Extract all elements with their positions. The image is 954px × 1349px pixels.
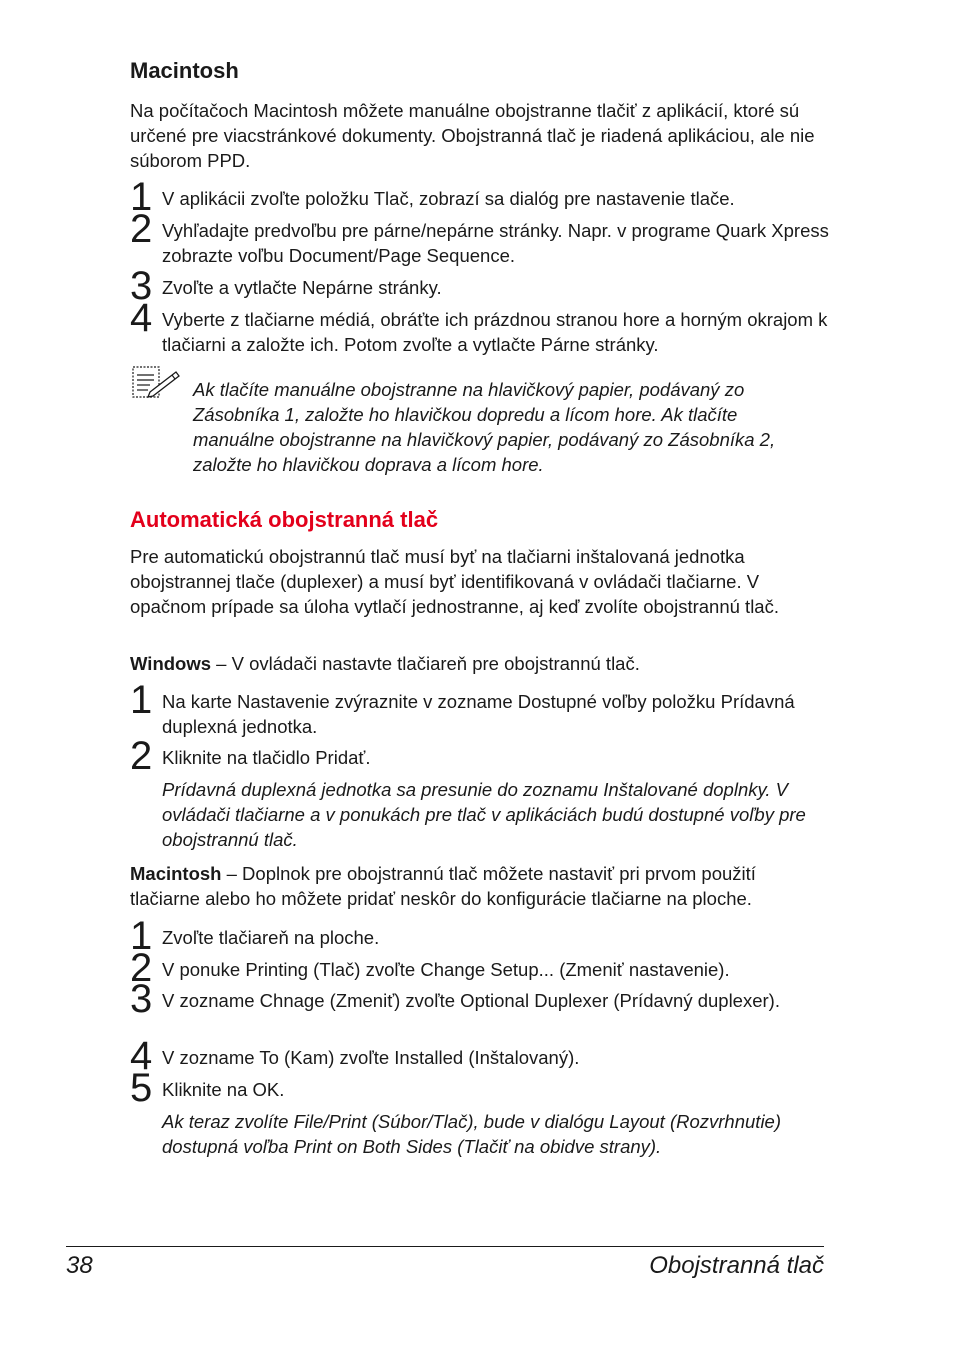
- macintosh-heading: Macintosh: [130, 58, 239, 83]
- step-text: V zozname Chnage (Zmeniť) zvoľte Optional Duplexer (Prídavný duplexer).: [162, 990, 780, 1011]
- page-number: 38: [66, 1252, 93, 1279]
- step-text: V ponuke Printing (Tlač) zvoľte Change Setup... (Zmeniť nastavenie).: [162, 959, 730, 980]
- step-number: 1: [130, 914, 153, 958]
- macintosh-label: Macintosh: [130, 863, 222, 884]
- windows-text: – V ovládači nastavte tlačiareň pre obojstrannú tlač.: [211, 653, 640, 674]
- step-text: V zozname To (Kam) zvoľte Installed (Inštalovaný).: [162, 1047, 580, 1068]
- step-text: Kliknite na tlačidlo Pridať.: [162, 747, 371, 768]
- note-pencil-icon: [132, 366, 180, 400]
- macintosh-duplex-paragraph: [130, 861, 830, 911]
- step-text: V aplikácii zvoľte položku Tlač, zobrazí sa dialóg pre nastavenie tlače.: [162, 188, 735, 209]
- macintosh-note: Ak tlačíte manuálne obojstranne na hlavičkový papier, podávaný zo Zásobníka 1, založte ho hlavičkou dopredu a lícom hore. Ak tlačíte manuálne obojstranne na hlavičkový papier, podávaný zo Zásobníka 2, založte ho hlavičkou doprava a lícom hore.: [193, 379, 776, 475]
- step-text: Vyhľadajte predvoľbu pre párne/nepárne stránky. Napr. v programe Quark Xpress zobrazte voľbu Document/Page Sequence.: [162, 220, 829, 266]
- step-text: Na karte Nastavenie zvýraznite v zozname Dostupné voľby položku Prídavná duplexná jednotka.: [162, 691, 795, 737]
- auto-duplex-heading: Automatická obojstranná tlač: [130, 507, 439, 532]
- footer-divider: [66, 1246, 824, 1247]
- step-text: Zvoľte tlačiareň na ploche.: [162, 927, 380, 948]
- step-number: 2: [130, 946, 153, 990]
- step-number: 2: [130, 734, 153, 778]
- footer-chapter-title: Obojstranná tlač: [649, 1252, 824, 1279]
- macintosh-intro: Na počítačoch Macintosh môžete manuálne obojstranne tlačiť z aplikácií, ktoré sú určené pre viacstránkové dokumenty. Obojstranná tlač je riadená aplikáciou, ale nie súborom PPD.: [130, 100, 815, 171]
- step-number: 3: [130, 264, 153, 308]
- step-number: 3: [130, 977, 153, 1021]
- step-number: 4: [130, 296, 153, 340]
- step-number: 1: [130, 175, 153, 219]
- macintosh-duplex-text: – Doplnok pre obojstrannú tlač môžete nastaviť pri prvom použití tlačiarne alebo ho môžete pridať neskôr do konfigurácie tlačiarne na ploche.: [130, 863, 756, 909]
- windows-label: Windows: [130, 653, 212, 674]
- step-number: 4: [130, 1034, 153, 1078]
- step-text: Vyberte z tlačiarne médiá, obráťte ich prázdnou stranou hore a horným okrajom k tlačiarni a založte ich. Potom zvoľte a vytlačte Párne stránky.: [162, 309, 828, 355]
- step-number: 2: [130, 207, 153, 251]
- step-number: 5: [130, 1066, 153, 1110]
- step-text: Kliknite na OK.: [162, 1079, 285, 1100]
- step-text: Zvoľte a vytlačte Nepárne stránky.: [162, 277, 442, 298]
- auto-duplex-intro: Pre automatickú obojstrannú tlač musí byť na tlačiarni inštalovaná jednotka obojstrannej tlače (duplexer) a musí byť identifikovaná v ovládači tlačiarne. V opačnom prípade sa úloha vytlačí jednostranne, aj keď zvolíte obojstrannú tlač.: [130, 546, 779, 617]
- macintosh-duplex-result: Ak teraz zvolíte File/Print (Súbor/Tlač), bude v dialógu Layout (Rozvrhnutie) dostupná voľba Print on Both Sides (Tlačiť na obidve strany).: [162, 1111, 782, 1157]
- step-number: 1: [130, 678, 153, 722]
- windows-result: Prídavná duplexná jednotka sa presunie do zoznamu Inštalované doplnky. V ovládači tlačiarne a v ponukách pre tlač v aplikáciách budú dostupné voľby pre obojstrannú tlač.: [162, 779, 806, 850]
- windows-paragraph: [130, 651, 830, 676]
